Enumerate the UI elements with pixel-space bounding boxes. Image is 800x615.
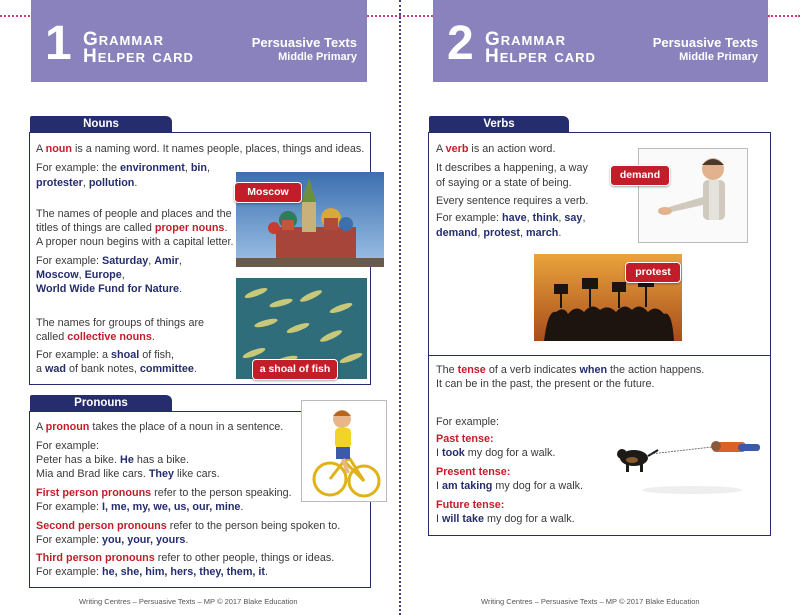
tense-example-intro: For example: — [436, 416, 500, 428]
proper-noun-example: World Wide Fund for Nature. — [36, 283, 183, 295]
collective-noun-example: For example: a shoal of fish, — [36, 349, 175, 361]
card-number: 1 — [45, 17, 72, 70]
card-level: Middle Primary — [679, 51, 758, 63]
present-tense-label: Present tense: — [436, 466, 511, 478]
tense-text: The tense of a verb indicates when the action happens. — [436, 364, 705, 376]
verb-example: For example: have, think, say, — [436, 212, 586, 224]
pronoun-example-intro: For example: — [36, 440, 100, 452]
collective-noun-text: The names for groups of things are — [36, 317, 205, 329]
card-title: Grammar — [83, 29, 164, 50]
card-subject: Persuasive Texts — [251, 35, 357, 50]
card-number: 2 — [447, 17, 474, 70]
nouns-heading: Nouns — [30, 116, 172, 133]
past-tense-label: Past tense: — [436, 433, 494, 445]
verb-description: of saying or a state of being. — [436, 177, 572, 189]
second-person-example: For example: you, your, yours. — [36, 534, 189, 546]
noun-definition: A noun is a naming word. It names people, places, things and ideas. — [36, 143, 365, 155]
proper-noun-example: Moscow, Europe, — [36, 269, 125, 281]
proper-noun-text: titles of things are called proper nouns. — [36, 222, 228, 234]
tense-text: It can be in the past, the present or the future. — [436, 378, 655, 390]
demand-photo — [638, 148, 748, 243]
noun-example: protester, pollution. — [36, 177, 138, 189]
pronoun-example: Peter has a bike. He has a bike. — [36, 454, 190, 466]
dog-walk-photo — [612, 410, 766, 505]
boy-on-bike-photo — [301, 400, 387, 502]
card-level: Middle Primary — [278, 51, 357, 63]
card-title: Helper card — [83, 46, 194, 67]
cut-line — [768, 15, 800, 17]
future-tense-example: I will take my dog for a walk. — [436, 513, 575, 525]
verb-definition: A verb is an action word. — [436, 143, 556, 155]
collective-noun-example: a wad of bank notes, committee. — [36, 363, 197, 375]
third-person-text: Third person pronouns refer to other people, things or ideas. — [36, 552, 335, 564]
noun-example: For example: the environment, bin, — [36, 162, 211, 174]
footer-credit: Writing Centres – Persuasive Texts – MP © 2017 Blake Education — [79, 597, 298, 606]
protest-label: protest — [625, 262, 681, 283]
footer-credit: Writing Centres – Persuasive Texts – MP © 2017 Blake Education — [481, 597, 700, 606]
fish-label: a shoal of fish — [252, 359, 338, 380]
past-tense-example: I took my dog for a walk. — [436, 447, 556, 459]
card-subject: Persuasive Texts — [652, 35, 758, 50]
proper-noun-example: For example: Saturday, Amir, — [36, 255, 182, 267]
proper-noun-text: A proper noun begins with a capital letter. — [36, 236, 234, 248]
third-person-example: For example: he, she, him, hers, they, them, it. — [36, 566, 269, 578]
proper-noun-text: The names of people and places and the — [36, 208, 232, 220]
verb-example: demand, protest, march. — [436, 227, 562, 239]
pronouns-heading: Pronouns — [30, 395, 172, 412]
card-title: Grammar — [485, 29, 566, 50]
pronoun-example: Mia and Brad like cars. They like cars. — [36, 468, 220, 480]
moscow-label: Moscow — [234, 182, 302, 203]
verb-description: It describes a happening, a way — [436, 162, 588, 174]
card-1-banner — [31, 0, 367, 82]
collective-noun-text: called collective nouns. — [36, 331, 155, 343]
second-person-text: Second person pronouns refer to the person being spoken to. — [36, 520, 341, 532]
pronoun-definition: A pronoun takes the place of a noun in a sentence. — [36, 421, 284, 433]
verbs-heading: Verbs — [429, 116, 569, 133]
fold-line — [399, 0, 401, 615]
card-title: Helper card — [485, 46, 596, 67]
future-tense-label: Future tense: — [436, 499, 505, 511]
section-divider — [428, 355, 771, 356]
first-person-text: First person pronouns refer to the person speaking. — [36, 487, 292, 499]
card-2-banner — [433, 0, 768, 82]
verb-description: Every sentence requires a verb. — [436, 195, 589, 207]
cut-line — [0, 15, 30, 17]
first-person-example: For example: I, me, my, we, us, our, mine. — [36, 501, 244, 513]
present-tense-example: I am taking my dog for a walk. — [436, 480, 584, 492]
demand-label: demand — [610, 165, 670, 186]
